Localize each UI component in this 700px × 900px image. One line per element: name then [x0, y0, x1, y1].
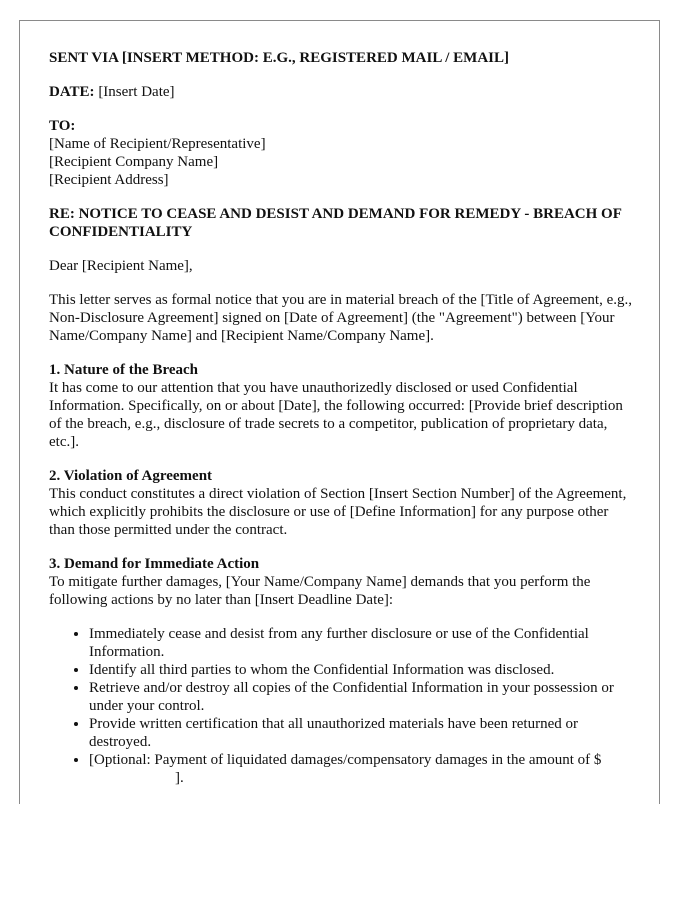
date-label: DATE: — [49, 84, 95, 100]
optional-close: ]. — [175, 770, 184, 786]
sent-via-line: SENT VIA [INSERT METHOD: E.G., REGISTERED MAIL / EMAIL] — [49, 50, 509, 66]
recipient-name: [Name of Recipient/Representative] — [49, 136, 266, 152]
recipient-address: [Recipient Address] — [49, 172, 169, 188]
letter-content — [49, 49, 634, 787]
section-demand — [49, 555, 634, 787]
currency-symbol: $ — [593, 752, 602, 768]
section-body: This conduct constitutes a direct violation of Section [Insert Section Number] of the Agreement, which explicitly prohibits the disclosure or use of [Define Information] for any purpose other than those permitted under the contract. — [49, 486, 627, 538]
section-body: To mitigate further damages, [Your Name/Company Name] demands that you perform the following actions by no later than [Insert Deadline Date]: — [49, 574, 591, 608]
recipient-company: [Recipient Company Name] — [49, 154, 219, 170]
letter-page — [19, 20, 660, 804]
date-value: [Insert Date] — [94, 84, 175, 100]
list-item-optional — [89, 751, 634, 787]
subject-line: RE: NOTICE TO CEASE AND DESIST AND DEMAND FOR REMEDY - BREACH OF CONFIDENTIALITY — [49, 206, 622, 240]
section-violation — [49, 467, 634, 539]
section-body: It has come to our attention that you have unauthorizedly disclosed or used Confidential Information. Specifically, on or about [Date], the following occurred: [Provide brief description of the breach, e.g., disclosure of trade secrets to a competitor, publication of proprietary data, etc.]. — [49, 380, 623, 450]
intro-paragraph: This letter serves as formal notice that you are in material breach of the [Title of Agreement, e.g., Non-Disclosure Agreement] signed on [Date of Agreement] (the "Agreement") between [Your Name/Company Name] and [Recipient Name/Company Name]. — [49, 292, 632, 344]
section-title: 2. Violation of Agreement — [49, 468, 213, 484]
list-item: • Retrieve and/or destroy all copies of the Confidential Information in your possession or under your control. — [89, 679, 634, 715]
salutation: Dear [Recipient Name], — [49, 258, 193, 274]
to-label: TO: — [49, 118, 76, 134]
list-item: • Identify all third parties to whom the Confidential Information was disclosed. — [89, 661, 634, 679]
section-title: 3. Demand for Immediate Action — [49, 556, 260, 572]
section-nature-of-breach — [49, 361, 634, 451]
list-item: • Immediately cease and desist from any further disclosure or use of the Confidential Information. — [89, 625, 634, 661]
date-line — [49, 83, 634, 101]
optional-text: [Optional: Payment of liquidated damages/compensatory damages in the amount of — [89, 752, 591, 768]
list-item: • Provide written certification that all unauthorized materials have been returned or destroyed. — [89, 715, 634, 751]
recipient-block — [49, 117, 634, 189]
section-title: 1. Nature of the Breach — [49, 362, 199, 378]
demand-list — [49, 625, 634, 787]
